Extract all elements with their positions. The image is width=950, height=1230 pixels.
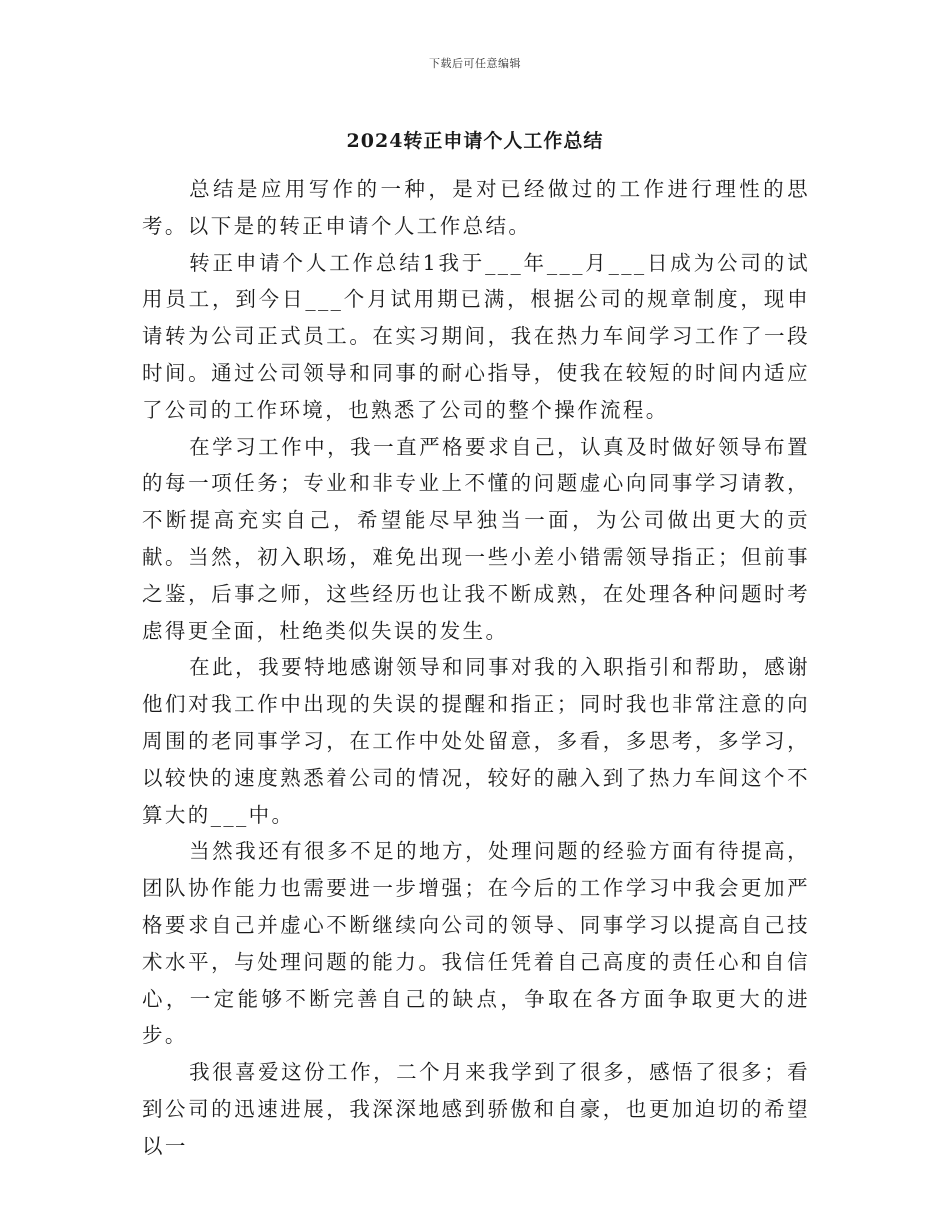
document-body [142,171,810,1165]
paragraph-3: 在此，我要特地感谢领导和同事对我的入职指引和帮助，感谢他们对我工作中出现的失误的提醒和指正；同时我也非常注意的向周围的老同事学习，在工作中处处留意，多看，多思考，多学习，以较快的速度熟悉着公司的情况，较好的融入到了热力车间这个不算大的___中。 [142,655,810,827]
paragraph-4: 当然我还有很多不足的地方，处理问题的经验方面有待提高，团队协作能力也需要进一步增强；在今后的工作学习中我会更加严格要求自己并虚心不断继续向公司的领导、同事学习以提高自己技术水平，与处理问题的能力。我信任凭着自己高度的责任心和自信心，一定能够不断完善自己的缺点，争取在各方面争取更大的进步。 [142,839,810,1048]
paragraph-intro: 总结是应用写作的一种，是对已经做过的工作进行理性的思考。以下是的转正申请个人工作总结。 [142,177,810,238]
paragraph-5: 我很喜爱这份工作，二个月来我学到了很多，感悟了很多；看到公司的迅速进展，我深深地感到骄傲和自豪，也更加迫切的希望以一 [142,1060,810,1158]
paragraph-2: 在学习工作中，我一直严格要求自己，认真及时做好领导布置的每一项任务；专业和非专业上不懂的问题虚心向同事学习请教，不断提高充实自己，希望能尽早独当一面，为公司做出更大的贡献。当然，初入职场，难免出现一些小差小错需领导指正；但前事之鉴，后事之师，这些经历也让我不断成熟，在处理各种问题时考虑得更全面，杜绝类似失误的发生。 [142,434,810,643]
header-note: 下载后可任意编辑 [429,57,521,70]
paragraph-1: 转正申请个人工作总结1我于___年___月___日成为公司的试用员工，到今日___个月试用期已满，根据公司的规章制度，现申请转为公司正式员工。在实习期间，我在热力车间学习工作了一段时间。通过公司领导和同事的耐心指导，使我在较短的时间内适应了公司的工作环境，也熟悉了公司的整个操作流程。 [142,250,810,422]
document-title: 2024转正申请个人工作总结 [346,130,604,152]
